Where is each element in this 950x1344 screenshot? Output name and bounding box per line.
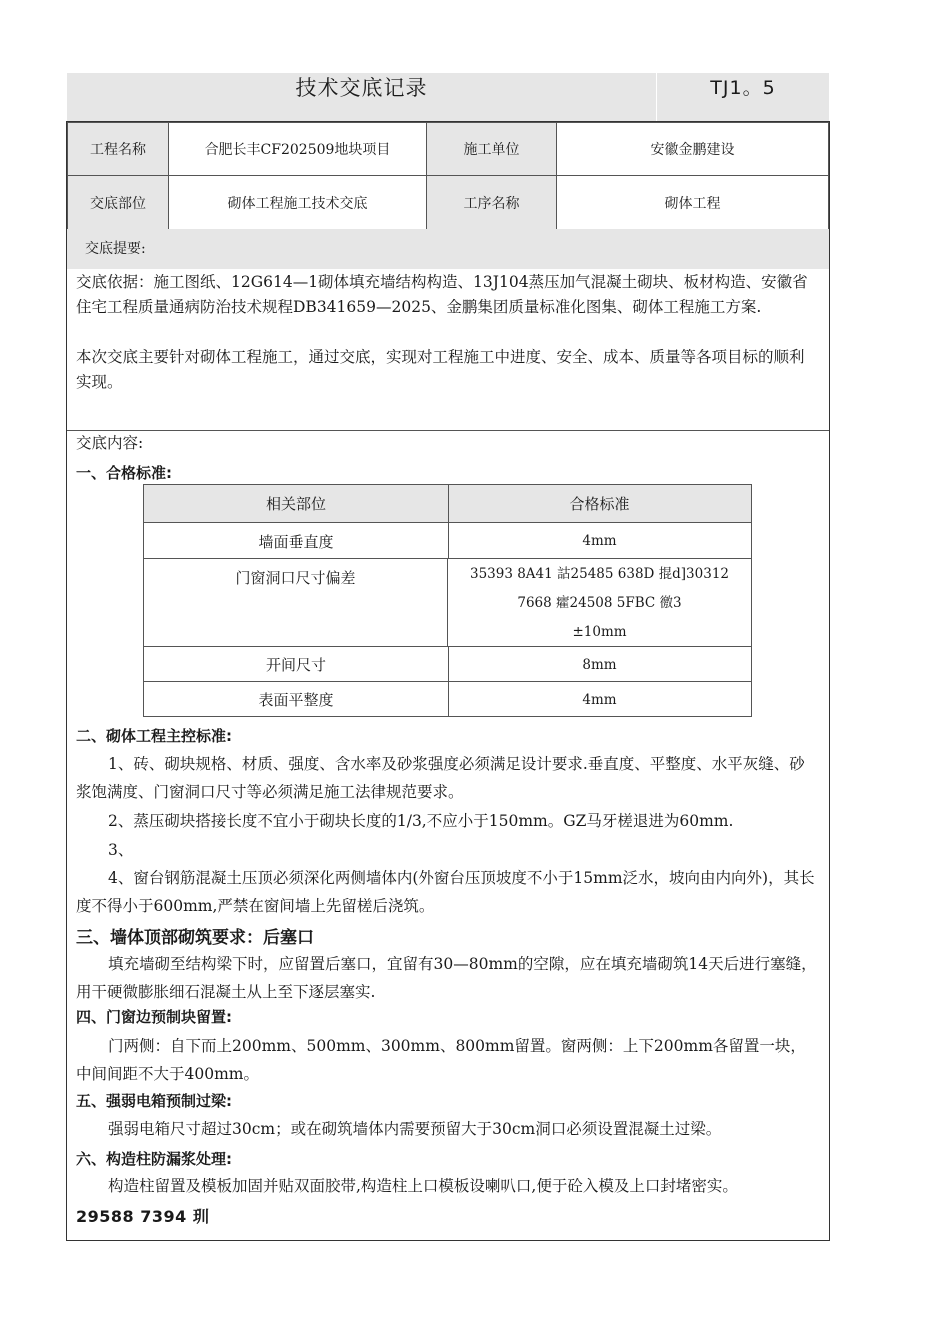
summary-basis: 交底依据：施工图纸、12G614—1砌体填充墙结构构造、13J104蒸压加气混凝土砌块、板材构造、安徽省住宅工程质量通病防治技术规程DB341659—2025、金鹏集团质量标准化图集、砌体工程施工方案. [76,273,808,316]
table-cell-part: 开间尺寸 [144,647,449,682]
standard-line: 7668 癨24508 5FBC 徼3 [517,594,682,611]
part-label: 交底部位 [67,175,169,230]
section-2-title: 二、砌体工程主控标准: [76,727,232,745]
table-cell-standard: 4mm [582,691,617,708]
summary-purpose: 本次交底主要针对砌体工程施工，通过交底，实现对工程施工中进度、安全、成本、质量等各项目标的顺利实现。 [76,348,805,391]
table-header-part: 相关部位 [144,485,449,522]
table-cell-standard: 8mm [582,656,617,673]
construction-unit-label: 施工单位 [426,122,557,176]
part-value: 砌体工程施工技术交底 [168,175,427,230]
section-1-title: 一、合格标准: [76,464,172,482]
section-6-body: 构造柱留置及模板加固并贴双面胶带,构造柱上口模板设喇叭口,便于砼入模及上口封堵密实。 [108,1177,738,1195]
section-3-body: 填充墙砌至结构梁下时，应留置后塞口，宜留有30—80mm的空隙，应在填充墙砌筑14天后进行塞缝，用干硬微膨胀细石混凝土从上至下逐层塞实. [76,955,817,1001]
table-cell-standard [448,559,751,647]
table-row [144,646,751,682]
project-name-value: 合肥长丰CF202509地块项目 [168,122,427,176]
construction-unit-value: 安徽金鹏建设 [556,122,829,176]
table-row [144,558,751,647]
process-value: 砌体工程 [556,175,829,230]
project-name-label: 工程名称 [67,122,169,176]
table-cell-standard: 4mm [582,533,617,549]
section-4-title: 四、门窗边预制块留置: [76,1008,232,1026]
standards-table [143,484,752,717]
table-cell-part: 门窗洞口尺寸偏差 [144,559,448,647]
section-4-body: 门两侧：自下而上200mm、500mm、300mm、800mm留置。窗两侧：上下200mm各留置一块，中间间距不大于400mm。 [76,1037,806,1083]
table-header-standard: 合格标准 [569,495,630,513]
section-2-item-2: 2、蒸压砌块搭接长度不宜小于砌块长度的1/3,不应小于150mm。GZ马牙槎退进为60mm. [108,812,734,830]
standard-line: 35393 8A41 詁25485 638D 掍d]30312 [469,565,730,582]
section-2-item-3: 3、 [108,841,134,859]
table-cell-part: 墙面垂直度 [144,523,449,559]
section-6-title: 六、构造柱防漏浆处理: [76,1150,232,1168]
summary-label: 交底提要: [67,229,829,269]
section-2-item-1: 1、砖、砌块规格、材质、强度、含水率及砂浆强度必须满足设计要求.垂直度、平整度、水平灰缝、砂浆饱满度、门窗洞口尺寸等必须满足施工法律规范要求。 [76,755,805,801]
section-2-item-4: 4、窗台钢筋混凝土压顶必须深化两侧墙体内(外窗台压顶坡度不小于15mm泛水，坡向由内向外)，其长度不得小于600mm,严禁在窗间墙上先留槎后浇筑。 [76,869,815,915]
footer-code: 29588 7394 玔 [76,1207,210,1226]
section-5-title: 五、强弱电箱预制过梁: [76,1092,232,1110]
document-code: TJ1。5 [710,77,776,99]
table-header-row [144,485,751,522]
table-row [144,522,751,559]
document-title: 技术交底记录 [295,76,428,100]
process-label: 工序名称 [426,175,557,230]
section-3-title: 三、墙体顶部砌筑要求：后塞口 [76,928,314,948]
standard-line: ±10mm [572,623,627,640]
table-cell-part: 表面平整度 [144,682,449,717]
content-label: 交底内容: [76,434,144,452]
section-5-body: 强弱电箱尺寸超过30cm；或在砌筑墙体内需要预留大于30cm洞口必须设置混凝土过梁。 [108,1120,722,1138]
table-row [144,681,751,717]
